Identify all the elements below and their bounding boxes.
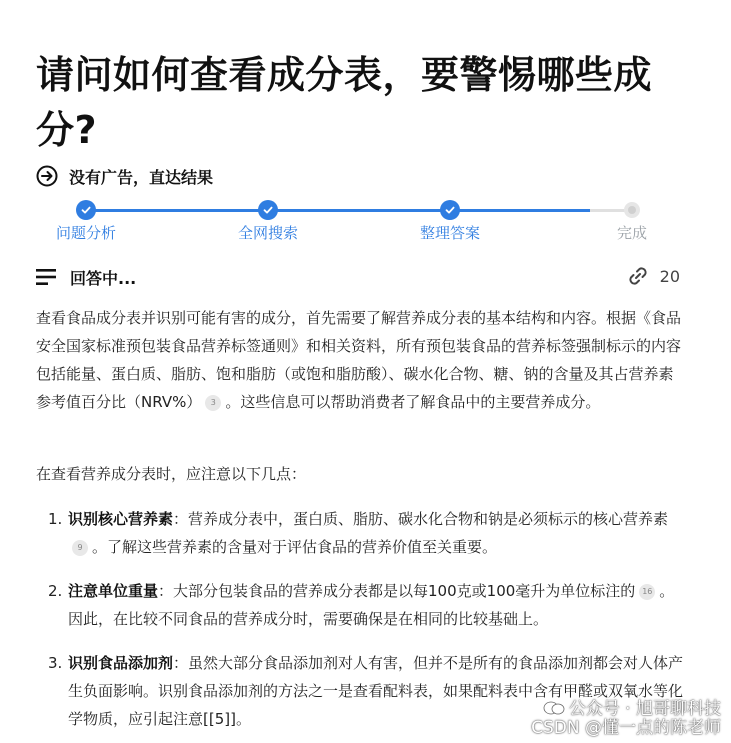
step-label: 整理答案: [419, 224, 480, 242]
step-label: 问题分析: [55, 224, 116, 242]
step-analysis: [26, 198, 146, 243]
citation-badge[interactable]: 3: [205, 395, 221, 411]
check-icon: [440, 200, 460, 220]
list-item-title: 识别食品添加剂: [68, 654, 174, 672]
check-icon: [76, 200, 96, 220]
list-item: [48, 505, 688, 561]
step-complete: [572, 198, 692, 243]
citation-badge[interactable]: 16: [639, 584, 655, 600]
watermark: [503, 700, 731, 740]
page-title: 请问如何查看成分表，要警惕哪些成分?: [36, 53, 653, 152]
reference-count: 20: [659, 266, 680, 286]
no-ad-label: 没有广告，直达结果: [69, 167, 214, 187]
watermark-line: CSDN @懂一点的陈老师: [531, 718, 721, 738]
answer-paragraph: 在查看营养成分表时，应注意以下几点：: [36, 465, 307, 483]
list-item-title: 识别核心营养素: [68, 510, 174, 528]
menu-lines-icon: [36, 268, 56, 286]
list-item-text: ：大部分包装食品的营养成分表都是以每100克或100毫升为单位标注的: [158, 582, 636, 600]
answer-paragraph: [36, 304, 688, 416]
wechat-icon: [543, 701, 565, 715]
list-number: 3.: [48, 654, 63, 672]
references-button[interactable]: [626, 264, 680, 288]
check-icon: [258, 200, 278, 220]
progress-steps: [0, 198, 731, 248]
step-organize: [390, 198, 510, 243]
answer-header: [36, 264, 680, 290]
list-item-text: 。了解这些营养素的含量对于评估食品的营养价值至关重要。: [92, 538, 498, 556]
paragraph-text: 。这些信息可以帮助消费者了解食品中的主要营养成分。: [225, 393, 601, 411]
list-item-title: 注意单位重量: [68, 582, 159, 600]
paragraph-text: 查看食品成分表并识别可能有害的成分，首先需要了解营养成分表的基本结构和内容。根据《食品安全国家标准预包装食品营养标签通则》和相关资料，所有预包装食品的营养标签强制标示的内容包括能量、蛋白质、脂肪、饱和脂肪（或饱和脂肪酸）、碳水化合物、糖、钠的含量及其占营养素参考值百分比（NRV%）: [36, 309, 682, 411]
watermark-line: 公众号 · 旭哥聊科技: [568, 699, 721, 719]
step-label: 完成: [616, 224, 647, 242]
list-item-text: 。因此，在比较不同食品的营养成分时，需要确保是在相同的比较基础上。: [68, 582, 675, 628]
list-item-text: ：虽然大部分食品添加剂对人有害，但并不是所有的食品添加剂都会对人体产生负面影响。识别食品添加剂的方法之一是查看配料表，如果配料表中含有甲醛或双氧水等化学物质，应引起注意[[5]]。: [68, 654, 684, 728]
step-search: [208, 198, 328, 243]
answer-status: 回答中...: [70, 269, 137, 288]
list-number: 2.: [48, 582, 63, 600]
list-item: [48, 577, 688, 633]
citation-badge[interactable]: 9: [72, 540, 88, 556]
pending-dot-icon: [624, 202, 640, 218]
step-label: 全网搜索: [237, 224, 298, 242]
progress-track-done: [86, 209, 590, 212]
list-number: 1.: [48, 510, 63, 528]
link-icon: [626, 264, 650, 288]
no-ad-banner: [36, 164, 213, 188]
list-item-text: ：营养成分表中，蛋白质、脂肪、碳水化合物和钠是必须标示的核心营养素: [173, 510, 669, 528]
arrow-circle-icon: [36, 165, 58, 187]
